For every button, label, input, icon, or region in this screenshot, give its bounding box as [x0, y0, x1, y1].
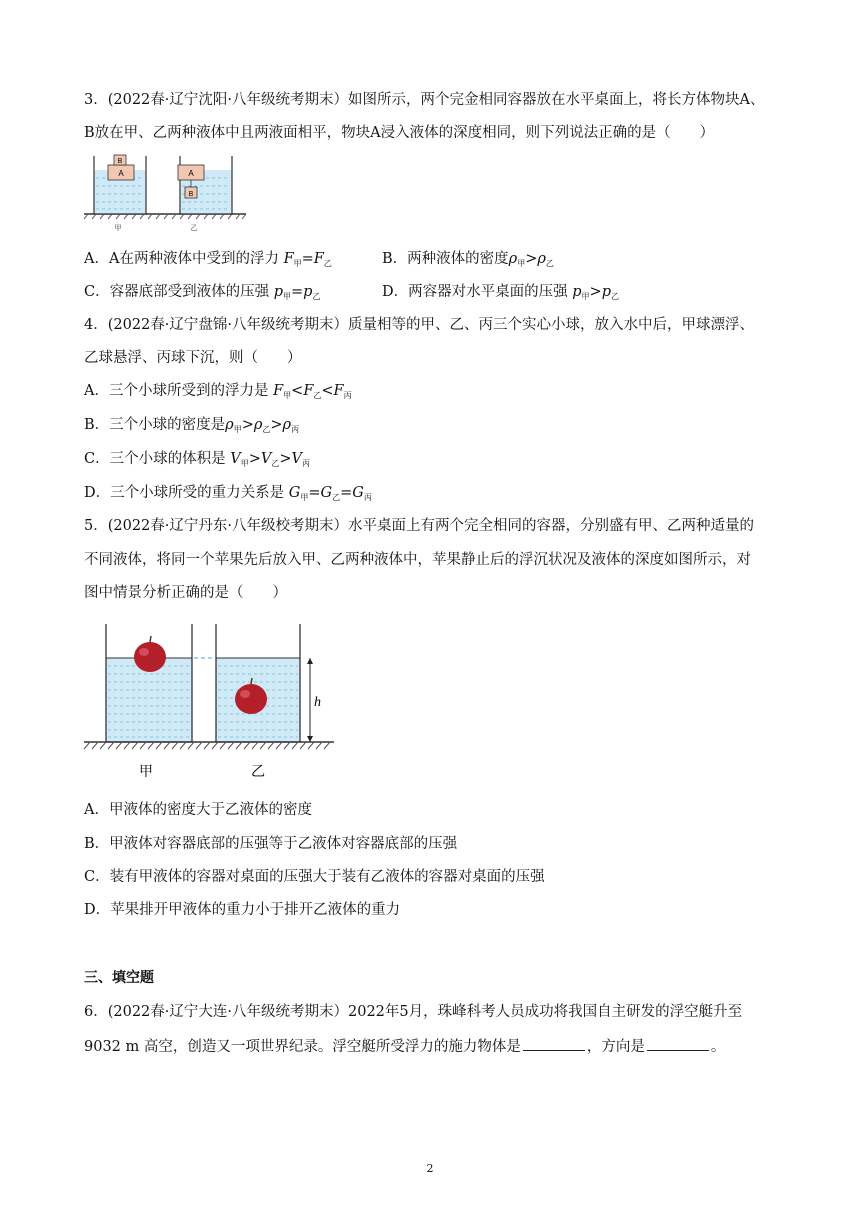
q5-option-d: D．苹果排开甲液体的重力小于排开乙液体的重力: [84, 902, 401, 918]
q3-option-d: D．两容器对水平桌面的压强 $p_甲>p_乙$: [382, 284, 619, 301]
q4-stem-line1: 4．(2022春·辽宁盘锦·八年级统考期末）质量相等的甲、乙、丙三个实心小球，放入水中后，甲球漂浮、: [84, 317, 754, 333]
q3-option-c: C．容器底部受到液体的压强 $p_甲=p_乙$: [84, 284, 321, 301]
q6-stem-line2: 9032 m 高空，创造又一项世界纪录。浮空艇所受浮力的施力物体是 ，方向是 。: [84, 1036, 725, 1057]
q3-option-a: A．A在两种液体中受到的浮力 $F_甲=F_乙$: [84, 251, 332, 268]
q3-label-jia: 甲: [114, 224, 122, 232]
q3-stem-line1: 3．(2022春·辽宁沈阳·八年级统考期末）如图所示，两个完金相同容器放在水平桌面上，将长方体物块A、: [84, 92, 765, 108]
q5-stem-line1: 5．(2022春·辽宁丹东·八年级校考期末）水平桌面上有两个完全相同的容器，分别盛有甲、乙两种适量的: [84, 518, 754, 534]
q4-option-d: D．三个小球所受的重力关系是 $G_甲=G_乙=G_丙$: [84, 485, 372, 502]
apple-floating: [134, 636, 166, 672]
q3-option-b: B．两种液体的密度$\rho_甲>\rho_乙$: [382, 251, 554, 268]
q3-block-a-left: A: [118, 169, 124, 178]
q3-block-a-right: A: [188, 169, 194, 178]
q3-label-yi: 乙: [190, 224, 198, 232]
section-title: 三、填空题: [84, 970, 154, 986]
q3-figure: [84, 152, 284, 234]
q5-option-a: A．甲液体的密度大于乙液体的密度: [84, 802, 312, 818]
q6-stem-line1: 6．(2022春·辽宁大连·八年级统考期末）2022年5月，珠峰科考人员成功将我国自主研发的浮空艇升至: [84, 1004, 743, 1020]
depth-label-h: h: [314, 695, 321, 710]
q4-option-b: B．三个小球的密度是$\rho_甲>\rho_乙>\rho_丙$: [84, 417, 300, 434]
q3-block-b-left: B: [117, 158, 123, 165]
q3-block-b-right: B: [188, 191, 194, 198]
page-number: 2: [426, 1162, 434, 1175]
q5-stem-line3: 图中情景分析正确的是（ ）: [84, 585, 287, 601]
answer-blank-2[interactable]: [647, 1036, 709, 1051]
q5-option-b: B．甲液体对容器底部的压强等于乙液体对容器底部的压强: [84, 836, 458, 852]
q4-stem-line2: 乙球悬浮、丙球下沉，则（ ）: [84, 350, 302, 366]
q3-stem-line2: B放在甲、乙两种液体中且两液面相平，物块A浸入液体的深度相同，则下列说法正确的是（ ）: [84, 125, 715, 141]
q4-option-c: C．三个小球的体积是 $V_甲>V_乙>V_丙$: [84, 451, 310, 468]
q5-figure: [84, 620, 344, 782]
answer-blank-1[interactable]: [523, 1036, 585, 1051]
q5-label-jia: 甲: [139, 764, 153, 780]
q5-option-c: C．装有甲液体的容器对桌面的压强大于装有乙液体的容器对桌面的压强: [84, 869, 545, 885]
q5-stem-line2: 不同液体，将同一个苹果先后放入甲、乙两种液体中，苹果静止后的浮沉状况及液体的深度如图所示，对: [84, 552, 751, 568]
q4-option-a: A．三个小球所受到的浮力是 $F_甲<F_乙<F_丙$: [84, 383, 352, 400]
q5-label-yi: 乙: [251, 764, 265, 780]
